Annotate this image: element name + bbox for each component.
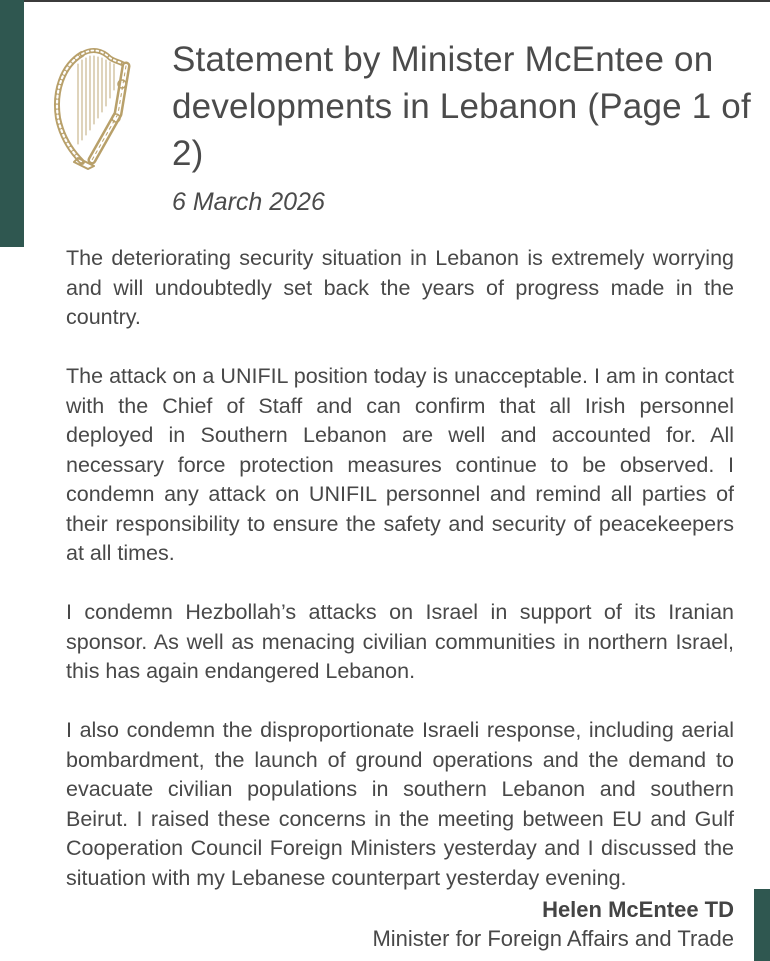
signatory-role: Minister for Foreign Affairs and Trade [372,926,734,951]
paragraph: I also condemn the disproportionate Israeli response, including aerial bombardment, the launch of ground operations and the demand to evacuate civilian populations in southern Lebanon and southern Beirut. I raised these concerns in the meeting between EU and Gulf Cooperation Council Foreign Ministers yesterday and I discussed the situation with my Lebanese counterpart yesterday evening. [66,718,734,890]
left-accent-bar [0,0,24,247]
statement-body [66,244,734,923]
paragraph: The attack on a UNIFIL position today is unacceptable. I am in contact with the Chief of Staff and can confirm that all Irish personnel deployed in Southern Lebanon are well and accounted for. All necessary force protection measures continue to be observed. I condemn any attack on UNIFIL personnel and remind all parties of their responsibility to ensure the safety and security of peacekeepers at all times. [66,364,734,565]
top-rule [0,0,770,2]
signatory-name: Helen McEntee TD [542,897,734,922]
right-accent-bar [754,889,770,961]
harp-icon [48,40,132,170]
paragraph: The deteriorating security situation in Lebanon is extremely worrying and will undoubtedly set back the years of progress made in the country. [66,246,734,329]
statement-title: Statement by Minister McEntee on developments in Lebanon (Page 1 of 2) [172,40,751,173]
statement-date: 6 March 2026 [172,188,325,216]
paragraph: I condemn Hezbollah’s attacks on Israel in support of its Iranian sponsor. As well as menacing civilian communities in northern Israel, this has again endangered Lebanon. [66,600,734,683]
signature-block [372,895,734,953]
